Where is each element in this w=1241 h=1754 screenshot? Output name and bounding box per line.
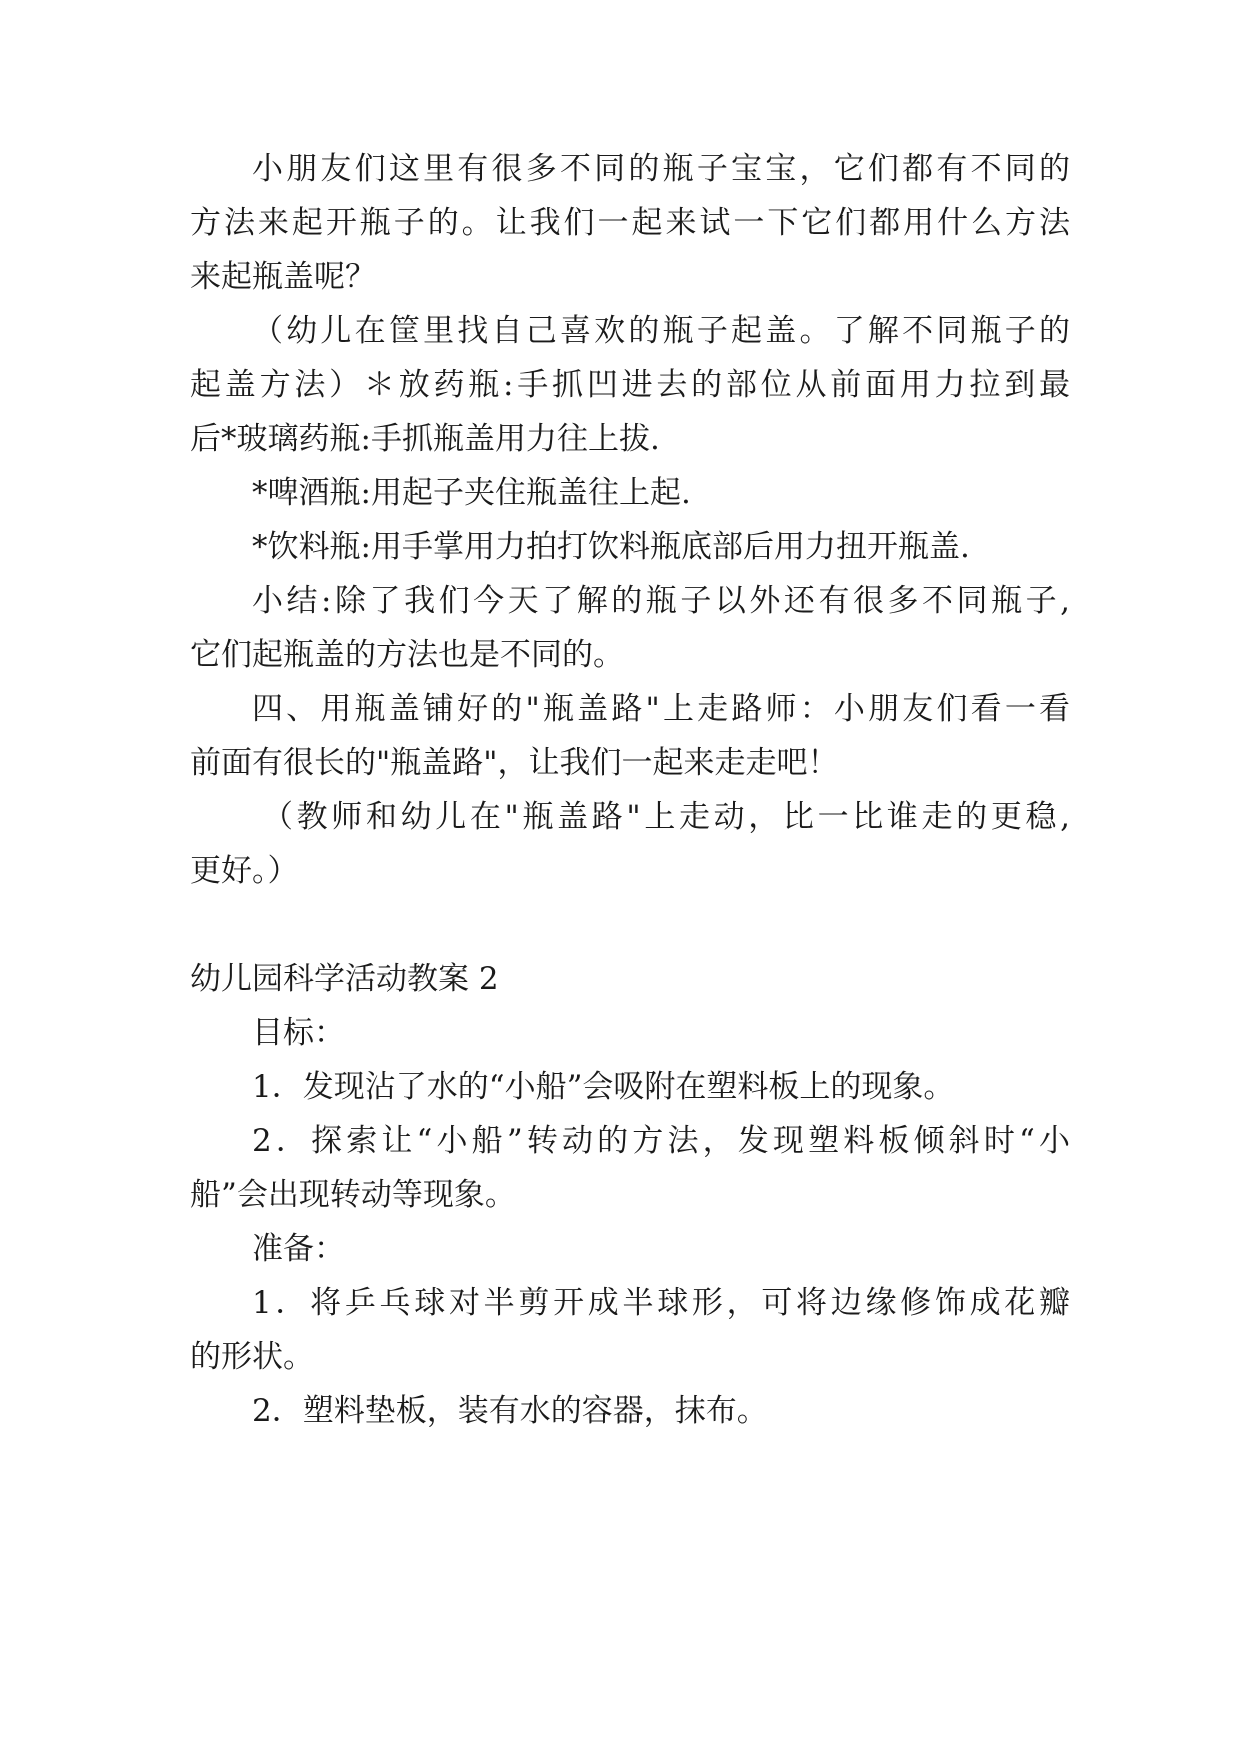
goal-item-continued: 船”会出现转动等现象。 xyxy=(190,1177,516,1213)
paragraph-line: 前面有很长的"瓶盖路"，让我们一起来走走吧！ xyxy=(190,745,839,781)
paragraph-line: 四、用瓶盖铺好的"瓶盖路"上走路师：小朋友们看一看 xyxy=(252,691,1070,727)
goal-label: 目标： xyxy=(252,1015,345,1051)
paragraph-line: 来起瓶盖呢？ xyxy=(190,259,376,295)
paragraph-line: 它们起瓶盖的方法也是不同的。 xyxy=(190,637,624,673)
paragraph-line: 小朋友们这里有很多不同的瓶子宝宝，它们都有不同的 xyxy=(252,151,1070,187)
goal-item: 2．探索让“小船”转动的方法，发现塑料板倾斜时“小 xyxy=(252,1123,1070,1159)
prep-item: 1．将乒乓球对半剪开成半球形，可将边缘修饰成花瓣 xyxy=(252,1285,1070,1321)
paragraph-line: *啤酒瓶:用起子夹住瓶盖往上起. xyxy=(252,475,691,511)
goal-item: 1．发现沾了水的“小船”会吸附在塑料板上的现象。 xyxy=(252,1069,955,1105)
paragraph-line: （幼儿在筐里找自己喜欢的瓶子起盖。了解不同瓶子的 xyxy=(252,313,1070,349)
paragraph-line: 后*玻璃药瓶:手抓瓶盖用力往上拔. xyxy=(190,421,660,457)
paragraph-line: 方法来起开瓶子的。让我们一起来试一下它们都用什么方法 xyxy=(190,205,1070,241)
prep-item-continued: 的形状。 xyxy=(190,1339,314,1375)
paragraph-line: 小结:除了我们今天了解的瓶子以外还有很多不同瓶子, xyxy=(252,583,1070,619)
paragraph-line: （教师和幼儿在"瓶盖路"上走动，比一比谁走的更稳, xyxy=(262,799,1070,835)
section-title: 幼儿园科学活动教案 2 xyxy=(190,961,499,997)
prep-item: 2．塑料垫板，装有水的容器，抹布。 xyxy=(252,1393,768,1429)
paragraph-line: *饮料瓶:用手掌用力拍打饮料瓶底部后用力扭开瓶盖. xyxy=(252,529,970,565)
paragraph-line: 起盖方法）＊放药瓶:手抓凹进去的部位从前面用力拉到最 xyxy=(190,367,1070,403)
prep-label: 准备： xyxy=(252,1231,345,1267)
paragraph-line: 更好。） xyxy=(190,853,299,889)
